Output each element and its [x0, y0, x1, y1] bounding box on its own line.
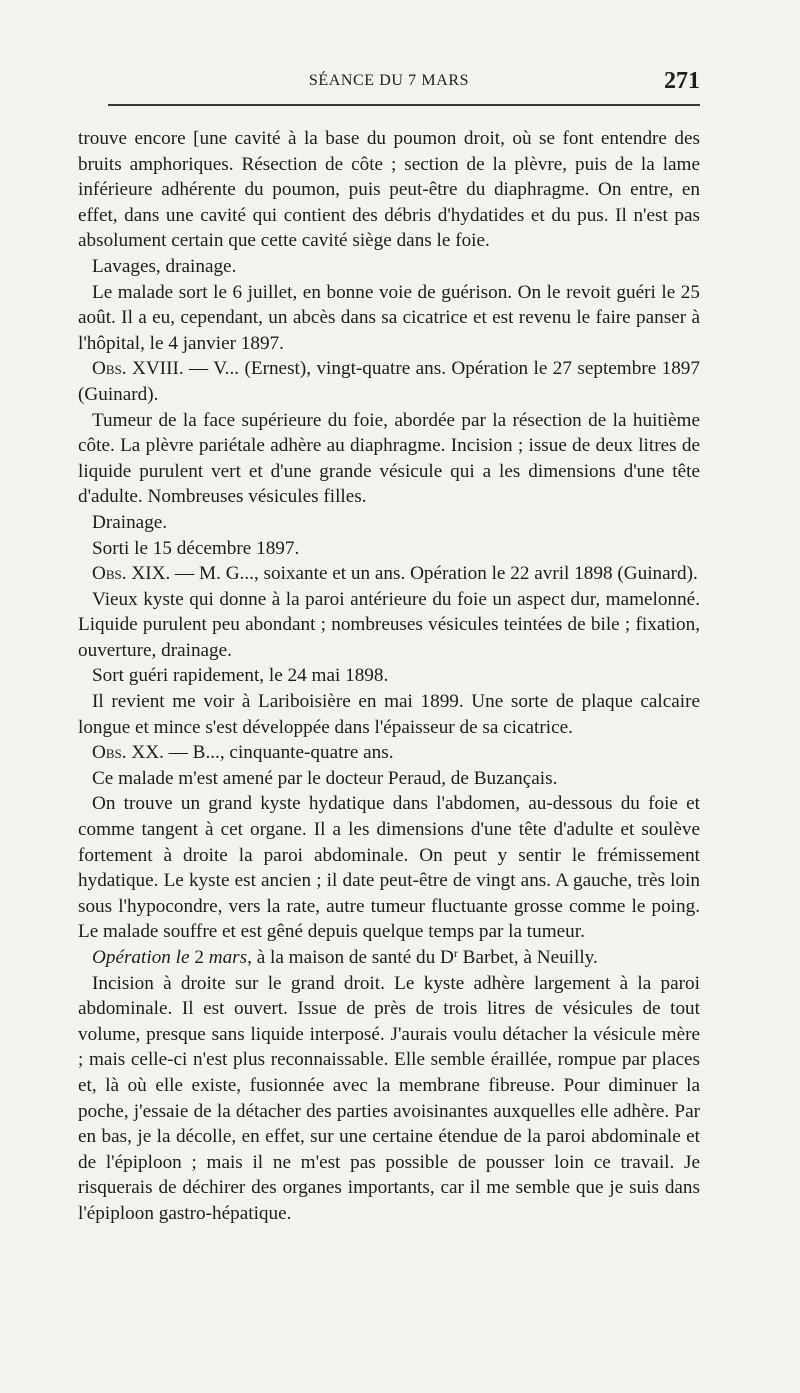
paragraph: trouve encore [une cavité à la base du poumon droit, où se font entendre des bruits amphoriques. Résection de côte ; section de la plèvre, puis de la lame inférieure adhérente du poumon, puis peut-être du diaphragme. On entre, en effet, dans une cavité qui contient des débris d'hydatides et du pus. Il n'est pas absolument certain que cette cavité siège dans le foie.	[78, 128, 700, 252]
paragraph: Incision à droite sur le grand droit. Le kyste adhère largement à la paroi abdominale. Il est ouvert. Issue de près de trois litres de vésicules de tout volume, presque sans liquide interposé. J'aurais voulu détacher la vésicule mère ; mais celle-ci n'est plus reconnaissable. Elle semble éraillée, rompue par places et, là où elle existe, fusionnée avec la membrane fibreuse. Pour diminuer la poche, j'essaie de la détacher des parties avoisinantes auxquelles elle adhère. Par en bas, je la décolle, en effet, sur une certaine étendue de la paroi abdominale et de l'épiploon ; mais il ne m'est pas possible de pousser loin ce travail. Je risquerais de déchirer des organes importants, car il me semble que je suis dans l'épiploon gastro-hépatique.	[78, 972, 700, 1224]
paragraph: Opération le 2 mars, à la maison de santé du $D^r$ Barbet, à Neuilly.	[92, 946, 598, 968]
paragraph: Le malade sort le 6 juillet, en bonne voie de guérison. On le revoit guéri le 25 août. Il a eu, cependant, un abcès dans sa cicatrice et est revenu le faire panser à l'hôpital, le 4 janvier 1897.	[78, 281, 700, 354]
paragraph: Sorti le 15 décembre 1897.	[92, 537, 300, 559]
running-title: SÉANCE DU 7 MARS	[308, 72, 470, 89]
paragraph: Ce malade m'est amené par le docteur Peraud, de Buzançais.	[92, 767, 558, 789]
paragraph: Il revient me voir à Lariboisière en mai 1899. Une sorte de plaque calcaire longue et mince s'est développée dans l'épaisseur de sa cicatrice.	[78, 691, 700, 738]
observation-heading: Obs. XX. — B..., cinquante-quatre ans.	[92, 742, 394, 764]
body-text	[78, 126, 700, 1227]
page-number: 271	[664, 68, 700, 94]
paragraph: Drainage.	[92, 511, 168, 533]
paragraph: Vieux kyste qui donne à la paroi antérieure du foie un aspect dur, mamelonné. Liquide purulent peu abondant ; nombreuses vésicules teintées de bile ; fixation, ouverture, drainage.	[78, 588, 700, 661]
header-rule	[108, 104, 700, 106]
paragraph: On trouve un grand kyste hydatique dans l'abdomen, au-dessous du foie et comme tangent à cet organe. Il a les dimensions d'une tête d'adulte et soulève fortement à droite la paroi abdominale. On peut y sentir le frémissement hydatique. Le kyste est ancien ; il date peut-être de vingt ans. A gauche, très loin sous l'hypocondre, vers la rate, autre tumeur fluctuante grosse comme le poing. Le malade souffre et est gêné depuis quelque temps par la tumeur.	[78, 793, 700, 943]
observation-heading: Obs. XVIII. — V... (Ernest), vingt-quatre ans. Opération le 27 septembre 1897 (Guinard).	[78, 358, 700, 405]
page-header	[78, 68, 700, 98]
paragraph: Lavages, drainage.	[92, 255, 237, 277]
observation-heading: Obs. XIX. — M. G..., soixante et un ans. Opération le 22 avril 1898 (Guinard).	[92, 563, 698, 585]
paragraph: Sort guéri rapidement, le 24 mai 1898.	[92, 665, 389, 687]
paragraph: Tumeur de la face supérieure du foie, abordée par la résection de la huitième côte. La plèvre pariétale adhère au diaphragme. Incision ; issue de deux litres de liquide purulent vert et d'une grande vésicule qui a les dimensions d'une tête d'adulte. Nombreuses vésicules filles.	[78, 409, 700, 508]
